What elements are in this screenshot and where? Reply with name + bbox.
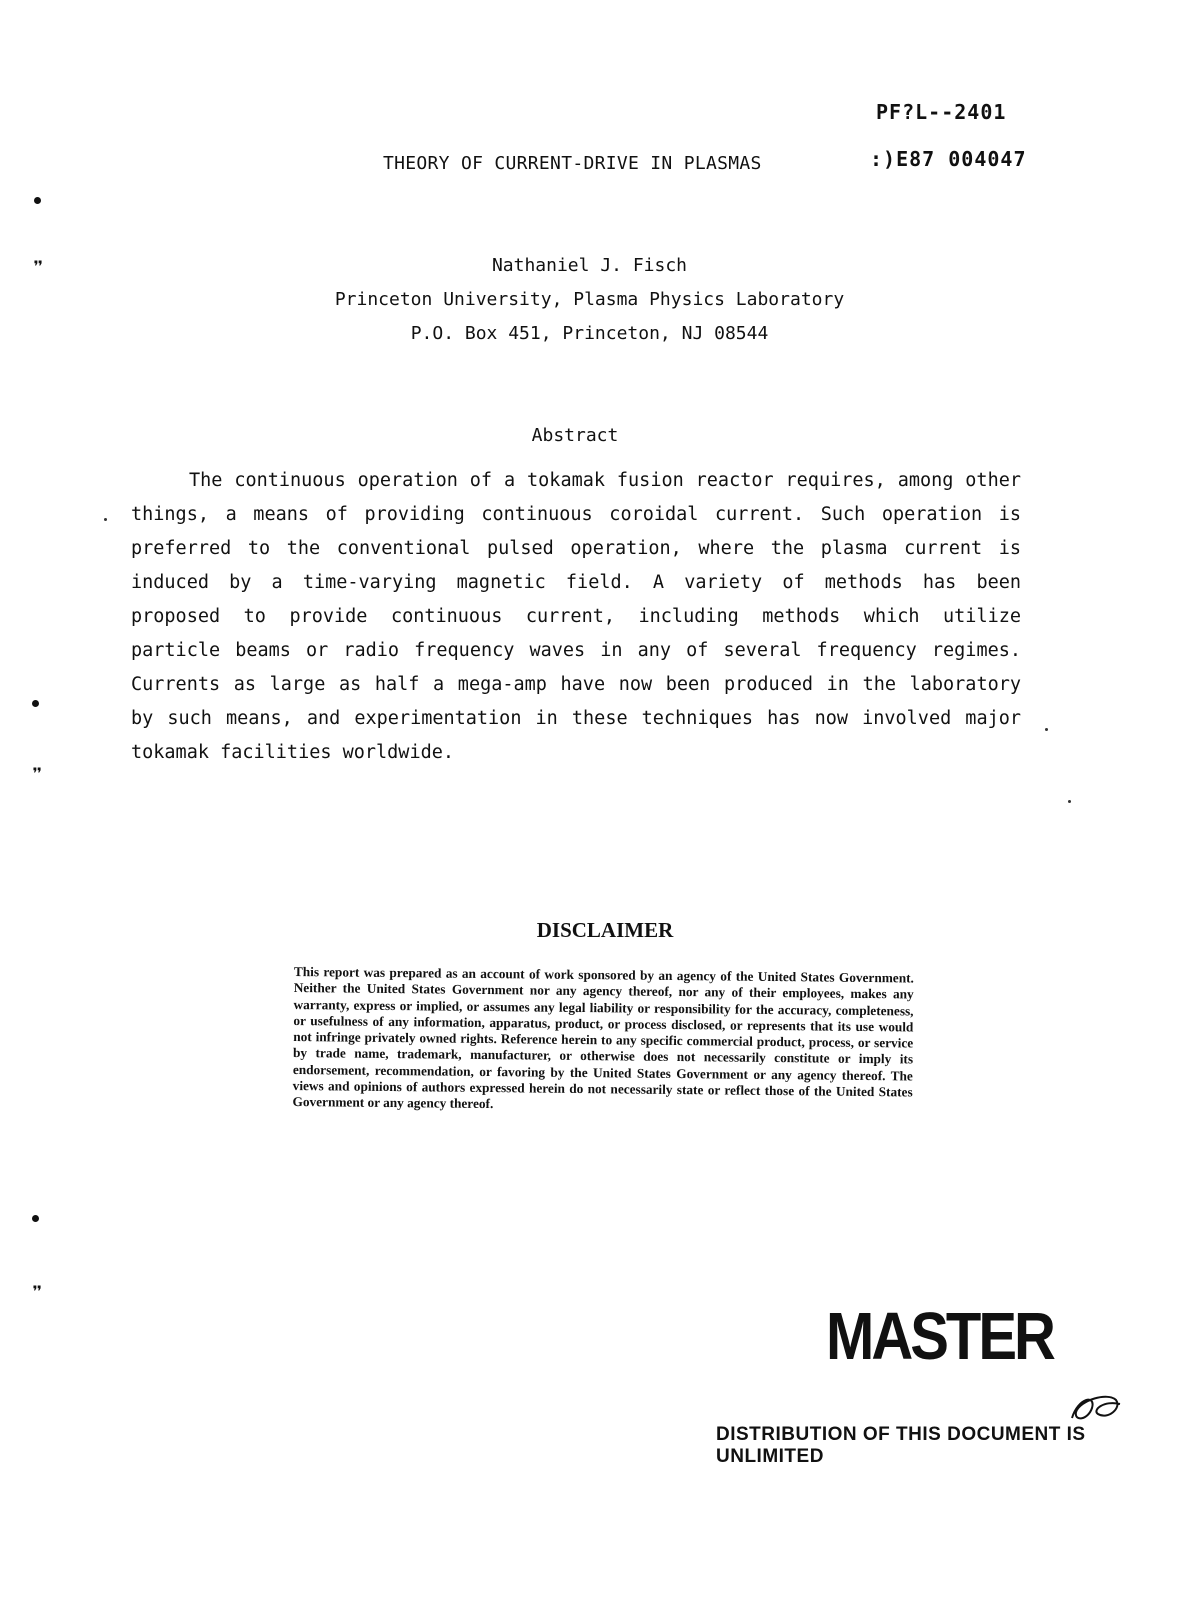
abstract-heading: Abstract <box>531 425 619 446</box>
distribution-notice: DISTRIBUTION OF THIS DOCUMENT IS UNLIMITED <box>716 1424 1086 1467</box>
margin-tick-mark: ❞ <box>32 256 45 280</box>
doe-number: :)E87 004047 <box>870 147 1027 171</box>
author-address: P.O. Box 451, Princeton, NJ 08544 <box>410 323 769 344</box>
margin-dot <box>32 700 39 707</box>
margin-tick-mark: ❞ <box>31 763 44 787</box>
author-affiliation: Princeton University, Plasma Physics Laboratory <box>334 289 845 310</box>
margin-dot <box>32 1215 39 1222</box>
scan-speck <box>1068 800 1071 803</box>
report-number: PF?L--2401 <box>876 100 1007 124</box>
disclaimer-body: This report was prepared as an account of work sponsored by an agency of the United States Government. Neither the United States Government nor any agency thereof, nor any of their employees, makes any warranty, express or implied, or assumes any legal liability or responsibility for the accuracy, completeness, or usefulness of any information, apparatus, product, or process disclosed, or represents that its use would not infringe privately owned rights. Reference herein to any specific commercial product, process, or service by trade name, trademark, manufacturer, or otherwise does not necessarily constitute or imply its endorsement, recommendation, or favoring by the United States Government or any agency thereof. The views and opinions of authors expressed herein do not necessarily state or reflect those of the United States Government or any agency thereof. <box>292 964 914 1112</box>
author-name: Nathaniel J. Fisch <box>491 255 688 276</box>
paper-title: THEORY OF CURRENT-DRIVE IN PLASMAS <box>383 153 762 174</box>
master-stamp: MASTER <box>826 1299 1053 1374</box>
scan-speck <box>1045 728 1048 731</box>
margin-tick-mark: ❞ <box>31 1281 44 1305</box>
abstract-body: The continuous operation of a tokamak fusion reactor requires, among other things, a means of providing continuous coroidal current. Such operation is preferred to the conventional pulsed operation, where the plasma current is induced by a time-varying magnetic field. A variety of methods has been proposed to provide continuous current, including methods which utilize particle beams or radio frequency waves in any of several frequency regimes. Currents as large as half a mega-amp have now been produced in the laboratory by such means, and experimentation in these techniques has now involved major tokamak facilities worldwide. <box>131 470 1021 763</box>
scan-speck <box>104 518 107 521</box>
disclaimer-heading: DISCLAIMER <box>536 918 674 942</box>
margin-dot <box>34 197 41 204</box>
